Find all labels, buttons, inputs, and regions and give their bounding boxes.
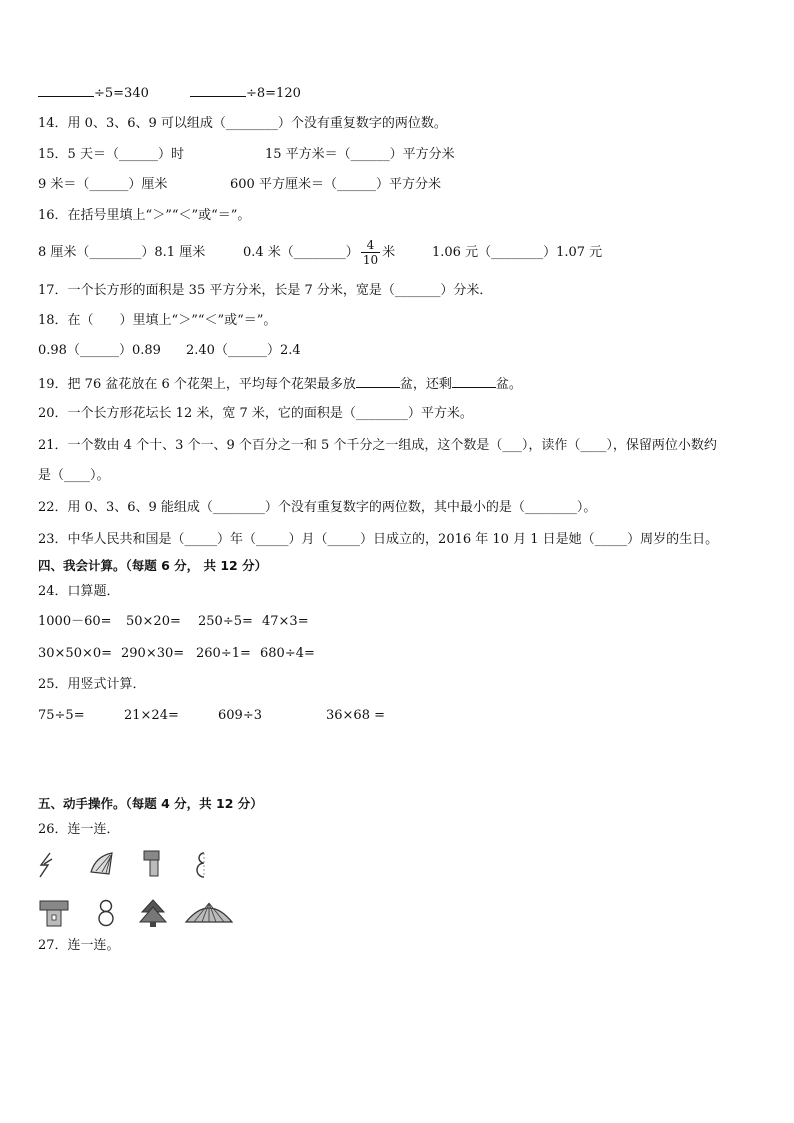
pine-tree-icon — [138, 898, 168, 928]
question-16-a: 8 厘米（________）8.1 厘米 — [38, 245, 206, 260]
vertical-calc-4: 36×68 = — [326, 708, 386, 723]
question-text: 盆。 — [495, 377, 522, 392]
mental-math-r1-c3: 250÷5= — [198, 614, 253, 629]
mental-math-r2-c4: 680÷4= — [260, 646, 315, 661]
question-text: 19．把 76 盆花放在 6 个花架上，平均每个花架最多放 — [38, 377, 356, 392]
mental-math-r1-c1: 1000－60= — [38, 614, 112, 629]
question-15-b: 15 平方米＝（______）平方分米 — [265, 147, 455, 162]
umbrella-half-icon — [88, 850, 116, 880]
gourd-half-icon — [192, 850, 210, 880]
vertical-calc-3: 609÷3 — [218, 708, 262, 723]
vertical-calc-2: 21×24= — [124, 708, 179, 723]
fraction-numerator: 4 — [361, 238, 380, 253]
comparison-text: 0.4 米（________） — [243, 245, 359, 260]
continued-line-2 — [190, 84, 301, 102]
equation-text: ÷5=340 — [94, 86, 149, 101]
continued-line — [38, 84, 149, 102]
question-26: 26．连一连． — [38, 822, 120, 837]
question-18-a: 0.98（______）0.89 — [38, 343, 161, 358]
question-15-d: 600 平方厘米＝（______）平方分米 — [230, 177, 441, 192]
mental-math-r2-c3: 260÷1= — [196, 646, 251, 661]
mental-math-r2-c2: 290×30= — [121, 646, 185, 661]
question-19 — [38, 375, 522, 393]
question-21-line2: 是（____）。 — [38, 468, 110, 483]
answer-blank — [356, 375, 400, 388]
equation-text: ÷8=120 — [246, 86, 301, 101]
mental-math-r1-c2: 50×20= — [126, 614, 181, 629]
umbrella-icon — [184, 900, 234, 928]
question-27: 27．连一连。 — [38, 938, 120, 953]
question-14: 14．用 0、3、6、9 可以组成（________）个没有重复数字的两位数。 — [38, 116, 447, 131]
mushroom-house-icon — [38, 898, 70, 928]
question-15-c: 9 米＝（______）厘米 — [38, 177, 168, 192]
question-17: 17．一个长方形的面积是 35 平方分米，长是 7 分米，宽是（_______）分米． — [38, 283, 493, 298]
answer-blank — [452, 375, 496, 388]
lightning-half-icon — [36, 850, 60, 880]
answer-blank — [190, 84, 246, 97]
fraction — [361, 238, 380, 267]
question-22: 22．用 0、3、6、9 能组成（________）个没有重复数字的两位数，其中最小的是（________）。 — [38, 500, 597, 515]
question-16-b — [243, 236, 395, 270]
question-25: 25．用竖式计算． — [38, 677, 146, 692]
question-24: 24．口算题． — [38, 584, 120, 599]
question-18-b: 2.40（______）2.4 — [186, 343, 301, 358]
section-5-heading: 五、动手操作。（每题 4 分，共 12 分） — [38, 796, 263, 811]
section-4-heading: 四、我会计算。（每题 6 分， 共 12 分） — [38, 558, 268, 573]
mushroom-half-icon — [142, 848, 162, 880]
question-16-c: 1.06 元（________）1.07 元 — [432, 245, 603, 260]
question-20: 20．一个长方形花坛长 12 米，宽 7 米，它的面积是（________）平方米。 — [38, 406, 473, 421]
answer-blank — [38, 84, 94, 97]
question-16: 16．在括号里填上“＞”“＜”或“＝”。 — [38, 208, 251, 223]
fraction-denominator: 10 — [362, 253, 379, 267]
question-21-line1: 21．一个数由 4 个十、3 个一、9 个百分之一和 5 个千分之一组成，这个数是（___），读作（____），保留两位小数约 — [38, 438, 717, 453]
question-text: 盆，还剩 — [399, 377, 452, 392]
unit-text: 米 — [382, 245, 396, 260]
question-23: 23．中华人民共和国是（_____）年（_____）月（_____）日成立的，2016 年 10 月 1 日是她（_____）周岁的生日。 — [38, 532, 719, 547]
mental-math-r2-c1: 30×50×0= — [38, 646, 113, 661]
question-15-a: 15．5 天＝（______）时 — [38, 147, 184, 162]
question-18: 18．在（ ）里填上“＞”“＜”或“＝”。 — [38, 313, 277, 328]
gourd-icon — [96, 898, 116, 928]
mental-math-r1-c4: 47×3= — [262, 614, 309, 629]
vertical-calc-1: 75÷5= — [38, 708, 85, 723]
